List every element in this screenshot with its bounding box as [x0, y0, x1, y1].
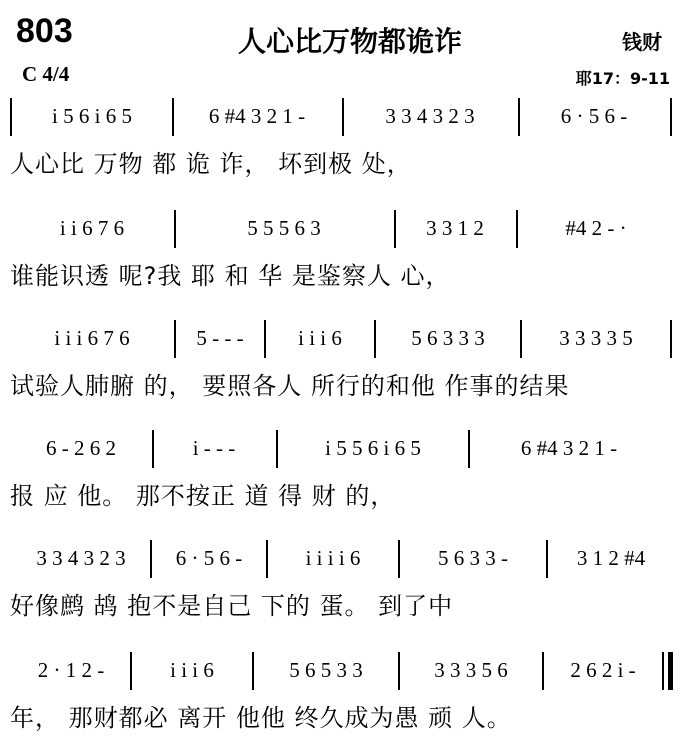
lyrics-line: 好像鹧 鸪 抱不是自己 下的 蛋。 到了中	[10, 592, 454, 620]
note-row	[0, 428, 700, 468]
measure: 6 · 5 6 -	[175, 545, 243, 570]
lyrics-line: 试验人肺腑 的， 要照各人 所行的和他 作事的结果	[10, 372, 570, 400]
hymn-number: 803	[16, 12, 73, 50]
note-row	[0, 538, 700, 578]
measure: 3 1 2 #4	[576, 545, 646, 570]
measure: i i i 6	[298, 325, 342, 350]
measure: 6 #4 3 2 1 -	[520, 435, 618, 460]
measure: i i 6 7 6	[59, 215, 125, 240]
lyrics-line: 报 应 他。 那不按正 道 得 财 的，	[10, 482, 396, 510]
measure: 5 6 3 3 -	[438, 545, 508, 570]
key-signature: C 4/4	[22, 62, 70, 86]
lyrics-line: 年， 那财都必 离开 他他 终久成为愚 顽 人。	[10, 704, 512, 732]
measure: 3 3 4 3 2 3	[36, 545, 126, 570]
note-row	[0, 318, 700, 358]
measure: i - - -	[192, 435, 236, 460]
measure: 6 #4 3 2 1 -	[208, 103, 306, 128]
measure: 2 · 1 2 -	[37, 657, 105, 682]
measure: 5 6 5 3 3	[289, 657, 363, 682]
lyrics-line: 谁能识透 呢?我 耶 和 华 是鉴察人 心，	[10, 262, 451, 290]
measure: 3 3 4 3 2 3	[385, 103, 475, 128]
note-row	[0, 208, 700, 248]
scripture-reference: 耶17：9-11	[575, 69, 670, 88]
lyrics-line: 人心比 万物 都 诡 诈， 坏到极 处，	[10, 150, 412, 178]
measure: 2 6 2 i -	[570, 657, 636, 682]
measure: i i i 6	[170, 657, 214, 682]
measure: 5 5 5 6 3	[247, 215, 321, 240]
measure: i 5 6 i 6 5	[52, 103, 132, 128]
measure: i i i 6 7 6	[54, 325, 130, 350]
measure: 3 3 3 3 5	[559, 325, 633, 350]
measure: 3 3 3 5 6	[434, 657, 508, 682]
author: 钱财	[622, 30, 662, 54]
measure: 3 3 1 2	[426, 215, 484, 240]
measure: 6 - 2 6 2	[46, 435, 116, 460]
measure: 5 - - -	[196, 325, 244, 350]
measure: i 5 5 6 i 6 5	[325, 435, 421, 460]
measure: 5 6 3 3 3	[411, 325, 485, 350]
note-row	[0, 650, 700, 690]
measure: i i i i 6	[305, 545, 361, 570]
measure: 6 · 5 6 -	[560, 103, 628, 128]
page-title: 人心比万物都诡诈	[237, 25, 462, 58]
note-row	[0, 96, 700, 136]
measure: #4 2 - ·	[565, 215, 627, 240]
